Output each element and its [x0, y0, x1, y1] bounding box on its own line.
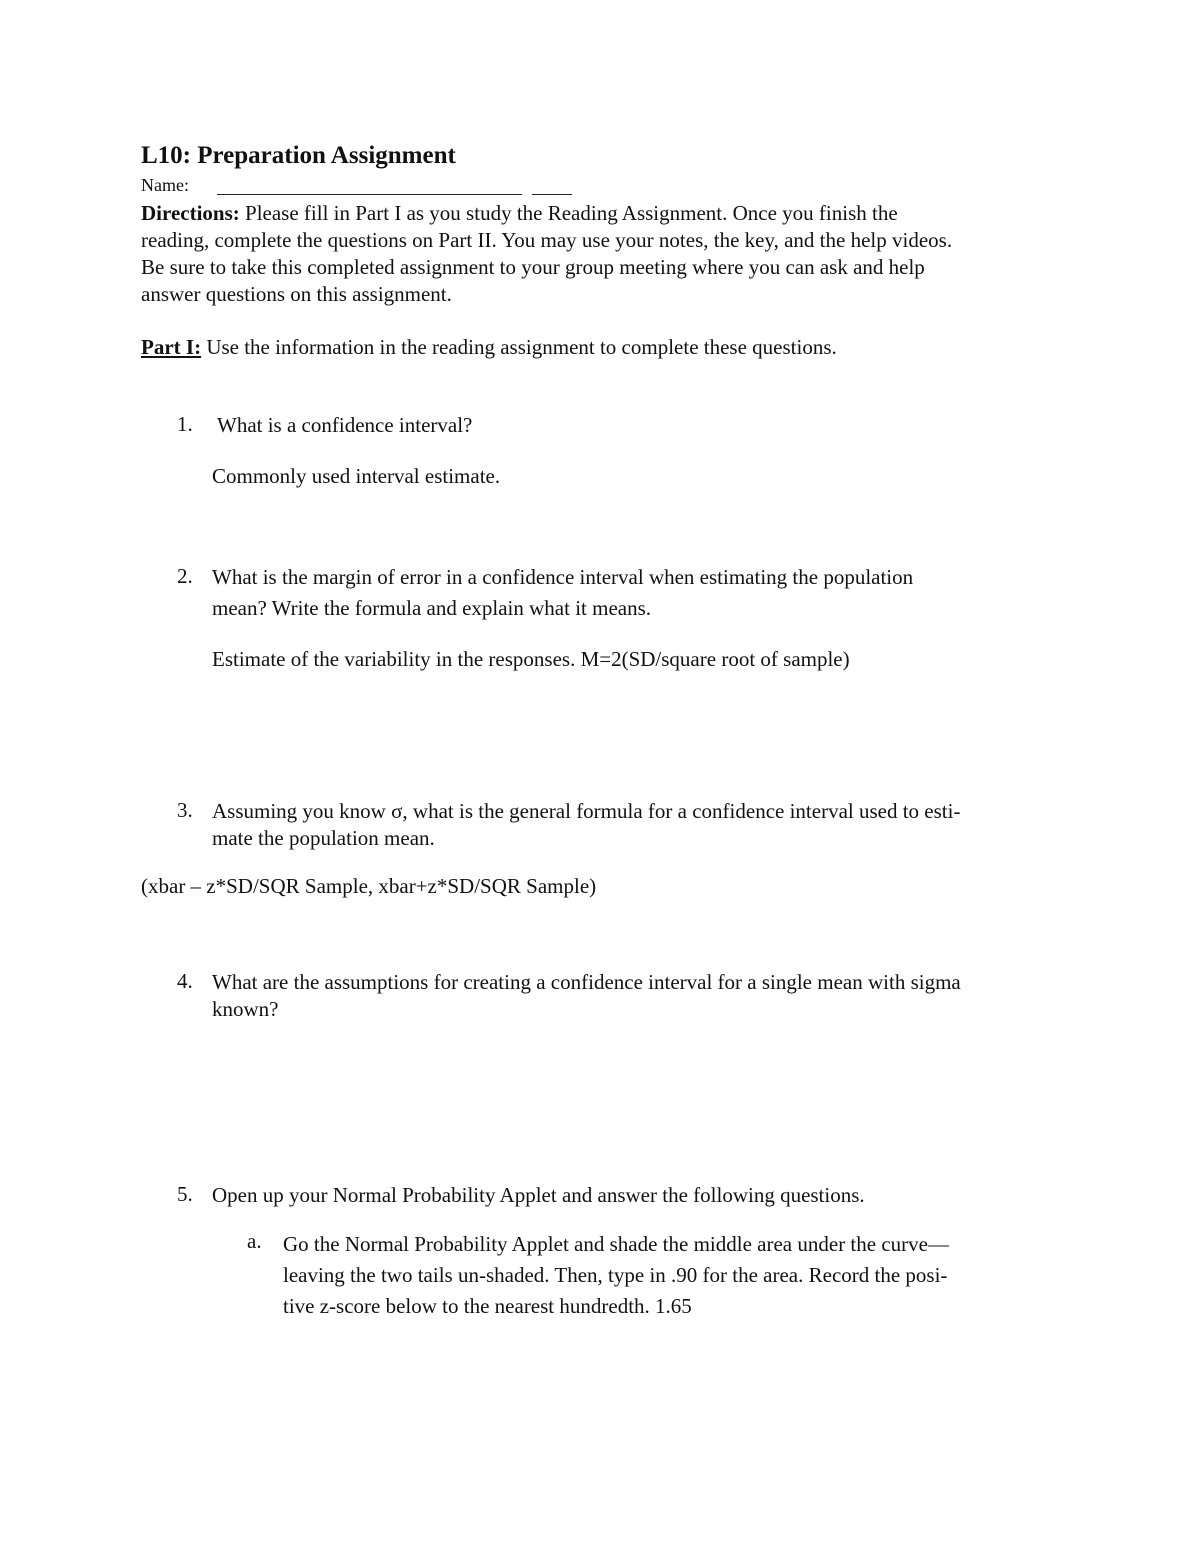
question-1-number: 1.	[177, 412, 193, 436]
name-blank-line	[217, 194, 522, 195]
question-4-text: What are the assumptions for creating a confidence interval for a single mean with sigma known?	[212, 970, 961, 1021]
directions-line-1: Directions: Please fill in Part I as you study the Reading Assignment. Once you finish the	[141, 201, 898, 225]
part1-heading	[141, 334, 837, 361]
question-2-answer: Estimate of the variability in the responses. M=2(SD/square root of sample)	[212, 647, 850, 671]
subquestion-a-text: Go the Normal Probability Applet and shade the middle area under the curve— leaving the two tails un-shaded. Then, type in .90 for the area. Record the posi- tive z-score below to the nearest hundredth. 1.65	[283, 1232, 949, 1318]
directions-line-3: Be sure to take this completed assignment to your group meeting where you can ask and help	[141, 255, 925, 279]
directions-line-4: answer questions on this assignment.	[141, 282, 452, 306]
question-3-number: 3.	[177, 798, 193, 822]
part1-instructions: Use the information in the reading assignment to complete these questions.	[201, 335, 837, 359]
name-label: Name:	[141, 175, 189, 195]
question-5-number: 5.	[177, 1182, 193, 1206]
directions-line-2: reading, complete the questions on Part II. You may use your notes, the key, and the help videos.	[141, 228, 953, 252]
name-blank-line-short	[532, 194, 572, 195]
question-3-answer: (xbar – z*SD/SQR Sample, xbar+z*SD/SQR Sample)	[141, 874, 597, 898]
question-1-text: What is a confidence interval?	[217, 413, 473, 437]
subquestion-a-label: a.	[247, 1229, 262, 1253]
question-1-answer: Commonly used interval estimate.	[212, 464, 501, 488]
page-title: L10: Preparation Assignment	[141, 142, 456, 169]
question-4-number: 4.	[177, 969, 193, 993]
part1-label: Part I:	[141, 335, 202, 359]
directions-label: Directions:	[141, 201, 240, 225]
directions-paragraph	[141, 200, 1081, 308]
question-3-text: Assuming you know σ, what is the general formula for a confidence interval used to esti- mate the population mean.	[212, 799, 961, 850]
question-2-text: What is the margin of error in a confidence interval when estimating the population mean? Write the formula and explain what it means.	[212, 565, 914, 620]
question-2-number: 2.	[177, 564, 193, 588]
question-5-text: Open up your Normal Probability Applet and answer the following questions.	[212, 1183, 865, 1207]
